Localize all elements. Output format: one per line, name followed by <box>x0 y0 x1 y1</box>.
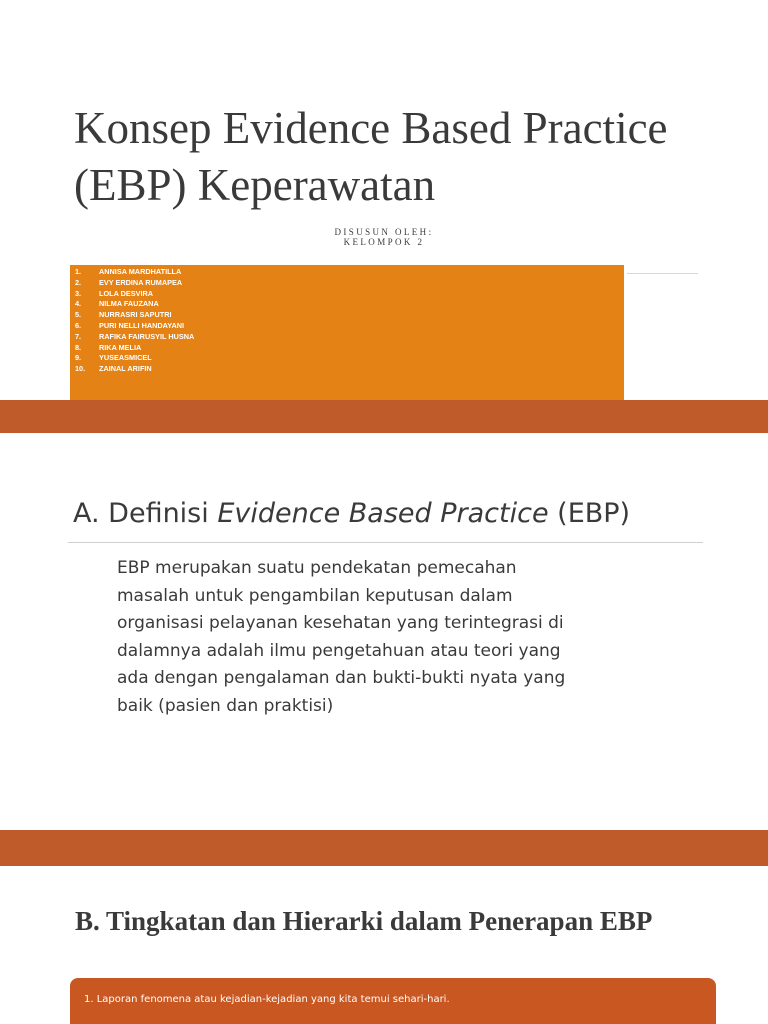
member-name: RAFIKA FAIRUSYIL HUSNA <box>99 331 195 341</box>
member-number: 7. <box>75 331 82 341</box>
hierarchy-slide <box>0 866 768 1024</box>
heading-divider <box>68 542 703 543</box>
member-number: 3. <box>75 288 82 298</box>
definition-body: EBP merupakan suatu pendekatan pemecahan masalah untuk pengambilan keputusan dalam organisasi pelayanan kesehatan yang terintegrasi di dalamnya adalah ilmu pengetahuan atau teori yang ada dengan pengalaman dan bukti-bukti nyata yang baik (pasien dan praktisi) <box>117 558 566 716</box>
member-number: 10. <box>75 364 86 374</box>
member-number: 4. <box>75 299 82 309</box>
member-item <box>70 310 624 321</box>
member-number: 2. <box>75 277 82 287</box>
member-list <box>70 265 624 375</box>
member-name: ANNISA MARDHATILLA <box>99 267 182 276</box>
definition-slide <box>0 433 768 830</box>
member-name: YUSEASMICEL <box>99 353 152 363</box>
member-name: NURRASRI SAPUTRI <box>99 310 172 320</box>
slide-title: Konsep Evidence Based Practice (EBP) Keperawatan <box>74 103 668 210</box>
member-number: 8. <box>75 342 82 352</box>
hierarchy-item-1: 1. Laporan fenomena atau kejadian-kejadian yang kita temui sehari-hari. <box>84 994 450 1005</box>
member-item <box>70 267 624 278</box>
definition-heading <box>73 498 630 529</box>
member-name: LOLA DESVIRA <box>99 288 154 298</box>
member-name: ZAINAL ARIFIN <box>99 364 152 374</box>
member-item <box>70 299 624 310</box>
member-name: RIKA MELIA <box>99 342 142 352</box>
member-item <box>70 278 624 289</box>
member-number: 1. <box>75 267 82 276</box>
member-item <box>70 289 624 300</box>
hierarchy-item-box <box>70 978 716 1024</box>
hierarchy-heading: B. Tingkatan dan Hierarki dalam Penerapan EBP <box>75 906 653 936</box>
member-item <box>70 332 624 343</box>
member-item <box>70 353 624 364</box>
member-item <box>70 321 624 332</box>
member-name: NILMA FAUZANA <box>99 299 159 309</box>
byline-label: DISUSUN OLEH: <box>334 227 434 237</box>
member-list-box <box>69 264 625 400</box>
member-number: 6. <box>75 320 82 330</box>
heading-prefix: A. Definisi <box>73 498 218 529</box>
heading-italic: Evidence Based Practice <box>217 498 549 529</box>
member-item <box>70 364 624 375</box>
title-slide <box>0 0 768 400</box>
title-divider <box>627 273 698 274</box>
heading-suffix: (EBP) <box>548 498 631 529</box>
slide-separator-band <box>0 830 768 866</box>
member-number: 5. <box>75 310 82 320</box>
member-name: PURI NELLI HANDAYANI <box>99 320 185 330</box>
member-item <box>70 343 624 354</box>
slide-separator-band <box>0 400 768 433</box>
member-name: EVY ERDINA RUMAPEA <box>99 277 183 287</box>
byline-group: KELOMPOK 2 <box>343 237 425 247</box>
member-number: 9. <box>75 353 82 363</box>
